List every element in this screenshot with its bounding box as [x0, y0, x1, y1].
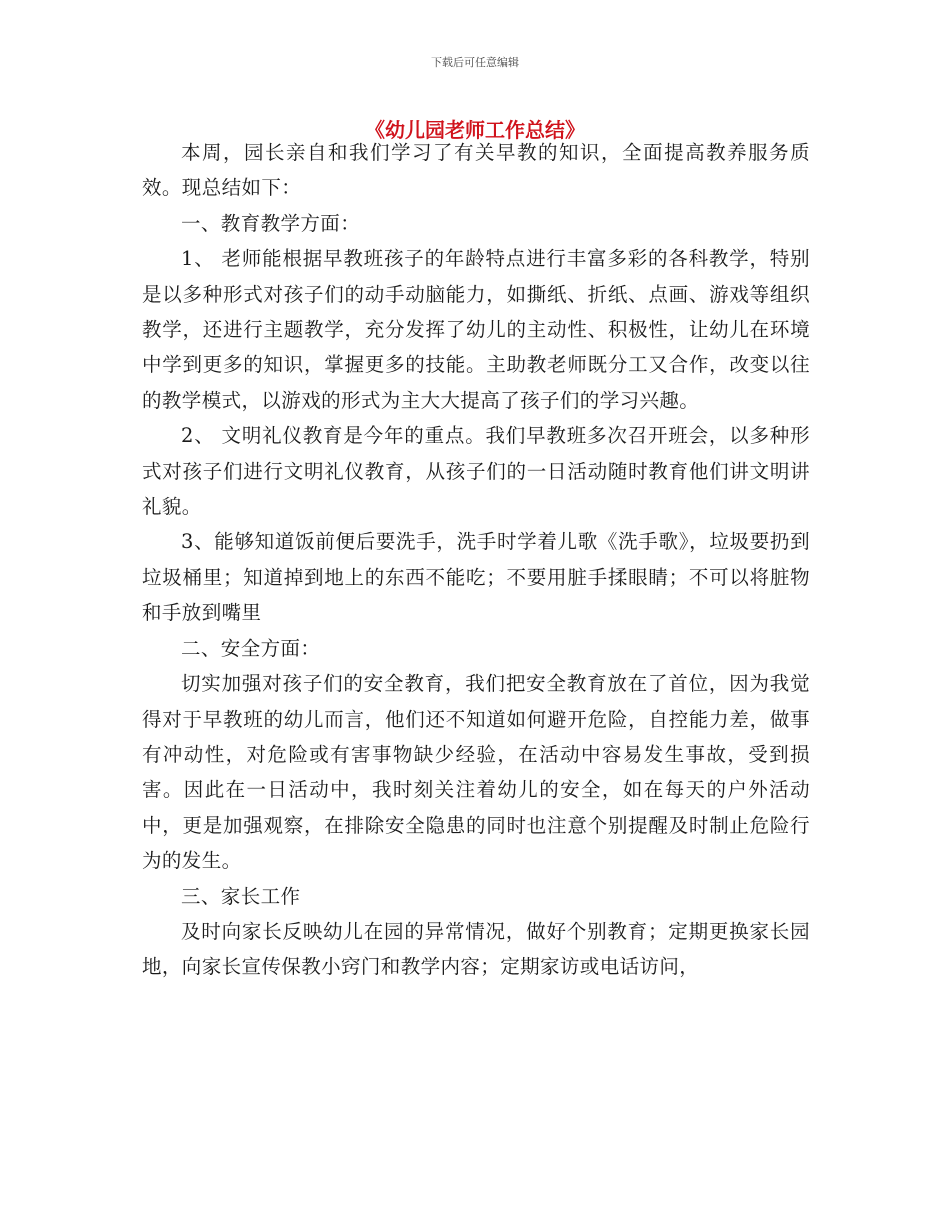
paragraph-teaching-2: 2、 文明礼仪教育是今年的重点。我们早教班多次召开班会，以多种形式对孩子们进行文明礼仪教育，从孩子们的一日活动随时教育他们讲文明讲礼貌。 [142, 424, 810, 519]
section-heading-safety: 二、安全方面： [181, 636, 321, 660]
document-body [142, 135, 810, 985]
paragraph-teaching-3: 3、能够知道饭前便后要洗手，洗手时学着儿歌《洗手歌》，垃圾要扔到垃圾桶里；知道掉到地上的东西不能吃；不要用脏手揉眼睛；不可以将脏物和手放到嘴里 [142, 530, 810, 625]
paragraph-teaching-1: 1、 老师能根据早教班孩子的年龄特点进行丰富多彩的各科教学，特别是以多种形式对孩子们的动手动脑能力，如撕纸、折纸、点画、游戏等组织教学，还进行主题教学，充分发挥了幼儿的主动性、积极性，让幼儿在环境中学到更多的知识，掌握更多的技能。主助教老师既分工又合作，改变以往的教学模式，以游戏的形式为主大大提高了孩子们的学习兴趣。 [142, 247, 810, 412]
document-title: 《幼儿园老师工作总结》 [365, 118, 585, 142]
page-header: 下载后可任意编辑 [431, 56, 519, 69]
paragraph-safety: 切实加强对孩子们的安全教育，我们把安全教育放在了首位，因为我觉得对于早教班的幼儿而言，他们还不知道如何避开危险，自控能力差，做事有冲动性，对危险或有害事物缺少经验，在活动中容易发生事故，受到损害。因此在一日活动中，我时刻关注着幼儿的安全，如在每天的户外活动中，更是加强观察，在排除安全隐患的同时也注意个别提醒及时制止危险行为的发生。 [142, 672, 810, 873]
paragraph-intro: 本周，园长亲自和我们学习了有关早教的知识，全面提高教养服务质效。现总结如下： [142, 141, 810, 200]
paragraph-parents: 及时向家长反映幼儿在园的异常情况，做好个别教育；定期更换家长园地，向家长宣传保教小窍门和教学内容；定期家访或电话访问， [142, 919, 810, 979]
section-heading-teaching: 一、教育教学方面： [181, 211, 361, 235]
section-heading-parents: 三、家长工作 [181, 884, 301, 908]
